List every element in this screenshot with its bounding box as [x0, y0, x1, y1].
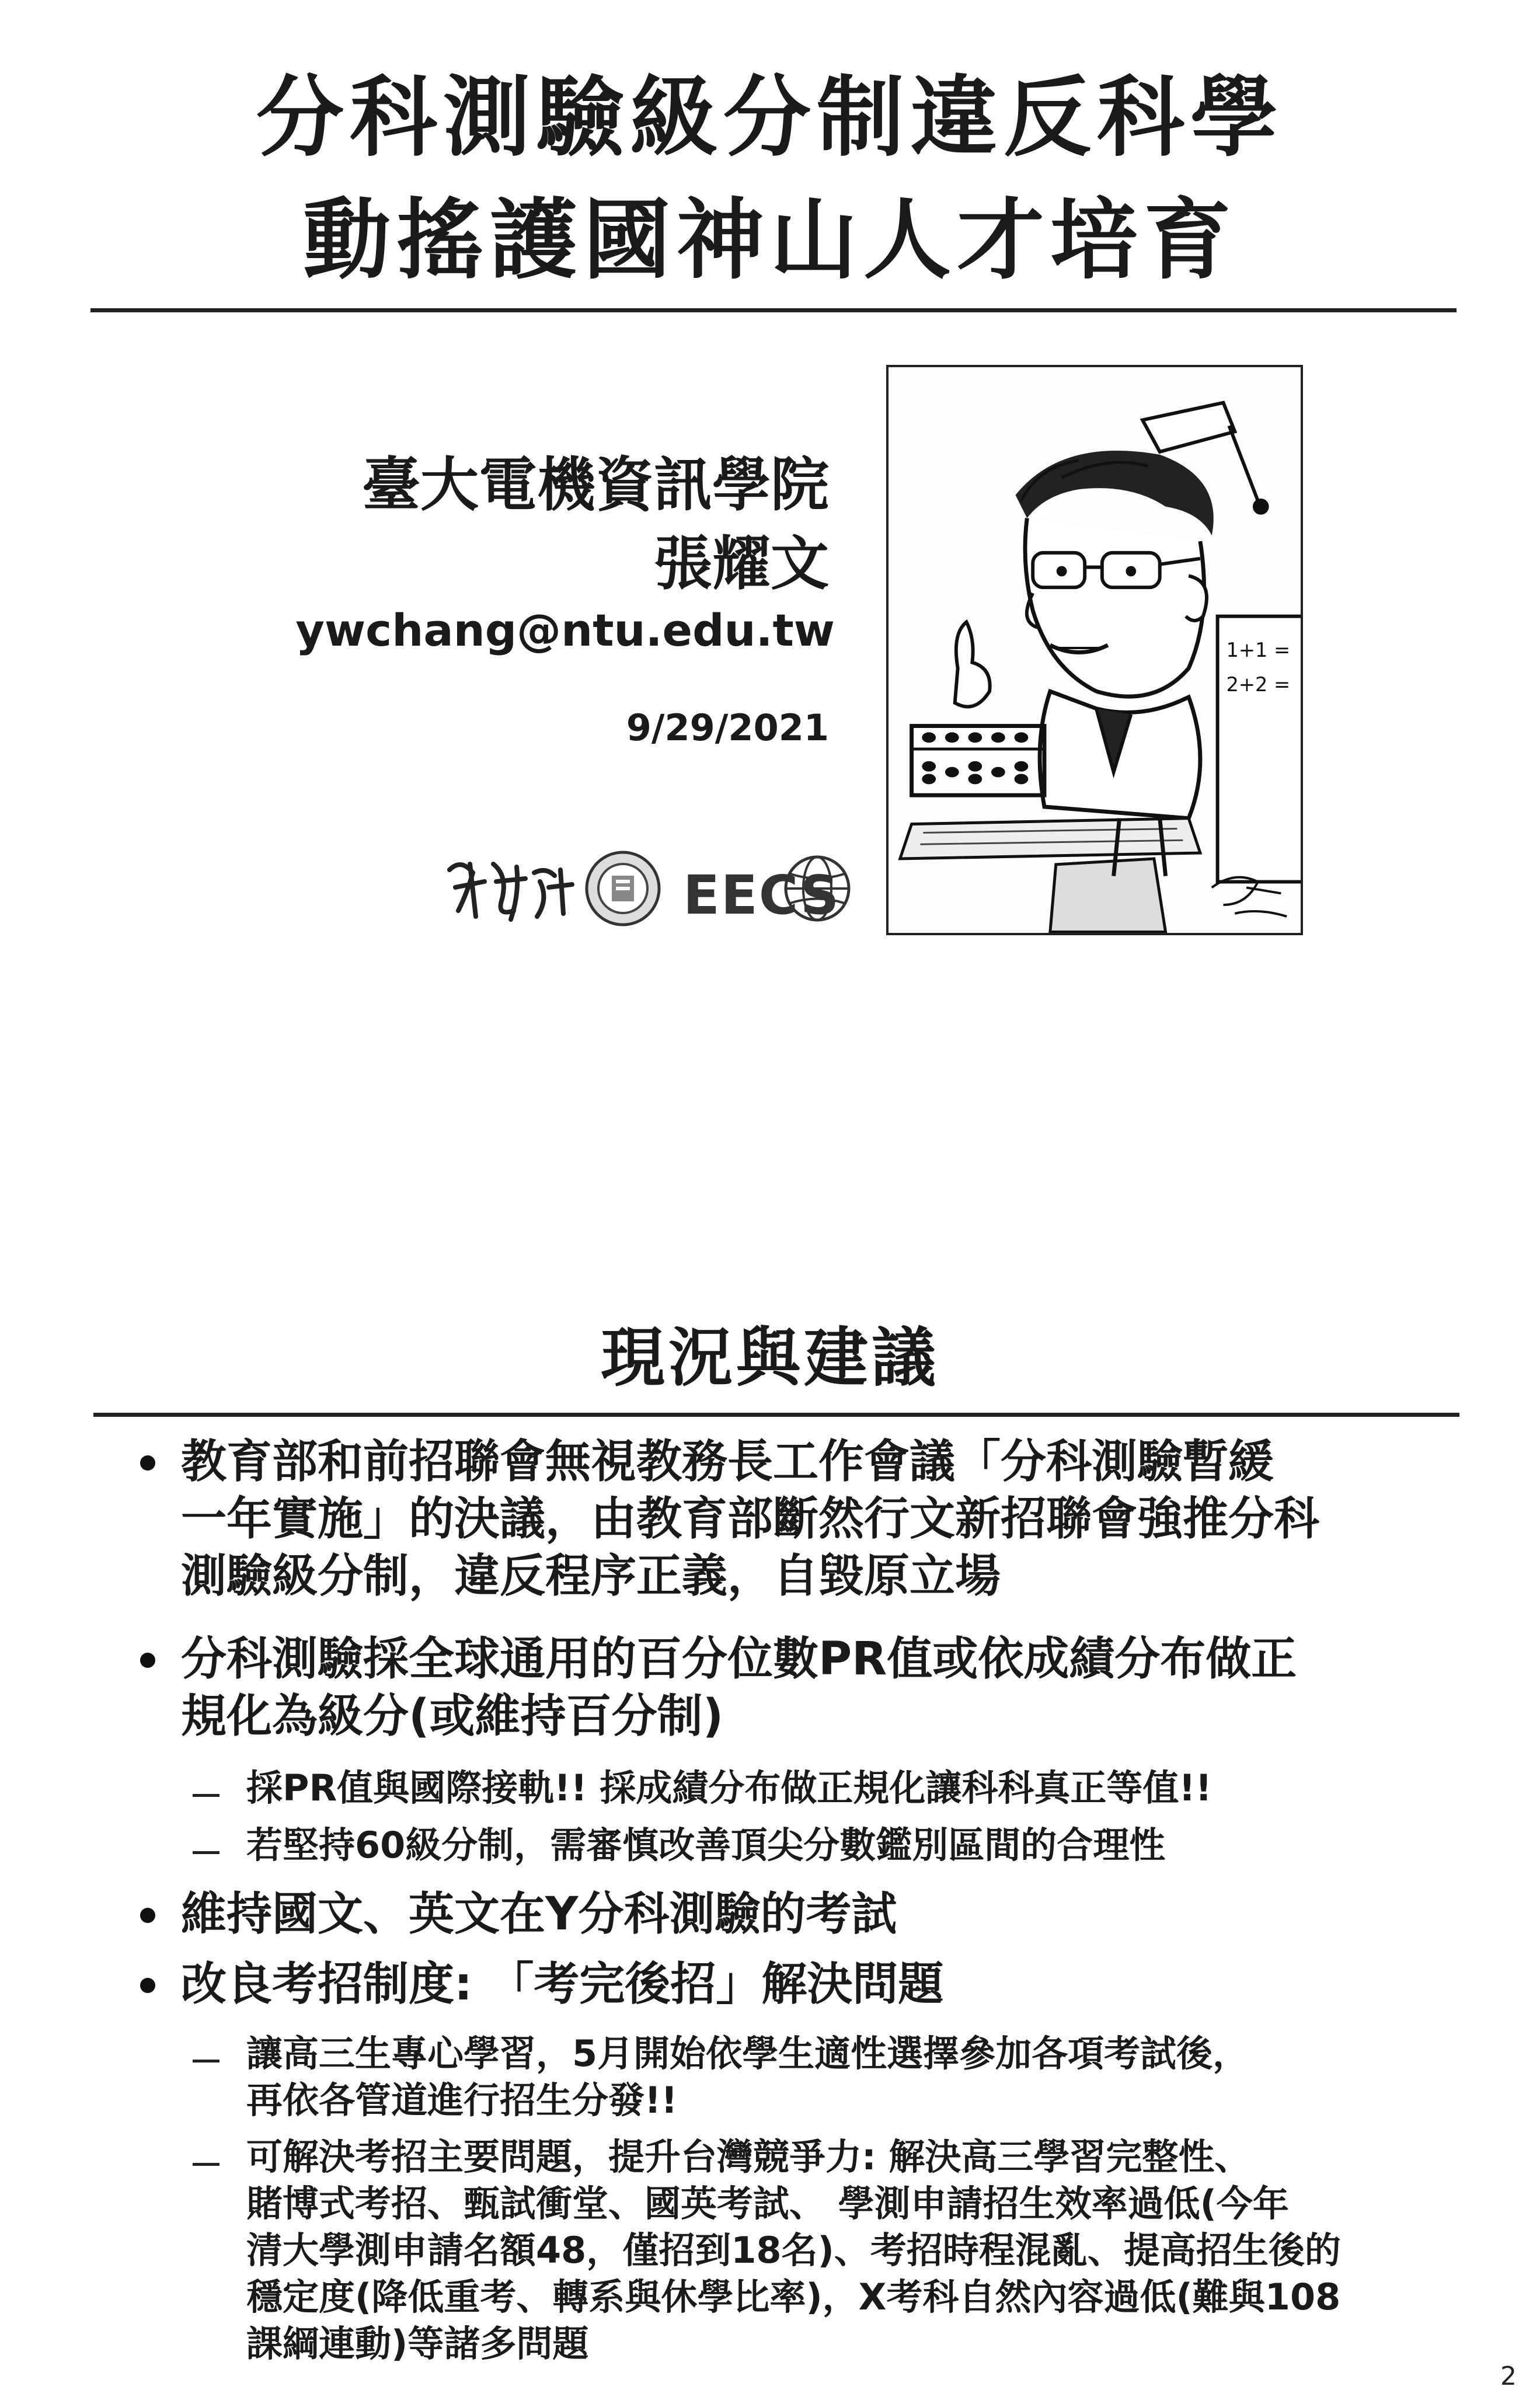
board-text-2: 2+2 = [1226, 673, 1291, 696]
presentation-date: 9/29/2021 [626, 706, 829, 749]
bullet-line: 測驗級分制，違反程序正義，自毀原立場 [181, 1550, 1001, 1602]
bullet-line: 教育部和前招聯會無視教務長工作會議「分科測驗暫緩 [181, 1436, 1274, 1488]
page-number: 2 [1500, 2361, 1517, 2391]
bullet-item [140, 1956, 1454, 2013]
slide1-divider [90, 308, 1457, 312]
sub-bullet-item [193, 1822, 1465, 1869]
author-caricature [886, 365, 1303, 935]
author-email: ywchang@ntu.edu.tw [295, 604, 835, 656]
sub-bullet-line: 若堅持60級分制，需審慎改善頂尖分數鑑別區間的合理性 [246, 1824, 1166, 1866]
bullet-line: 一年實施」的決議，由教育部斷然行文新招聯會強推分科 [181, 1493, 1320, 1545]
bullet-dot-icon [140, 1978, 155, 1993]
bullet-line: 改良考招制度: 「考完後招」解決問題 [181, 1958, 944, 2011]
bullet-dot-icon [140, 1653, 155, 1668]
slide1-title-line2: 動搖護國神山人才培育 [302, 190, 1237, 291]
bullet-line: 分科測驗採全球通用的百分位數PR值或依成績分布做正 [181, 1633, 1297, 1685]
sub-bullet-line: 採PR值與國際接軌!! 採成績分布做正規化讓科科真正等值!! [246, 1767, 1212, 1809]
bullet-line: 規化為級分(或維持百分制) [181, 1690, 724, 1743]
eecs-logo-text: EECS [683, 864, 841, 926]
slide1-title-line1: 分科測驗級分制違反科學 [256, 67, 1284, 169]
sub-bullet-item [193, 2134, 1465, 2367]
bullet-dot-icon [140, 1455, 155, 1471]
sub-bullet-item [193, 2030, 1465, 2124]
slide2-divider [93, 1413, 1459, 1417]
bullet-line: 維持國文、英文在Y分科測驗的考試 [181, 1888, 897, 1940]
author-name: 張耀文 [654, 529, 829, 598]
ntu-calligraphy-logo [438, 846, 584, 928]
sub-bullet-line: 清大學測申請名額48，僅招到18名)、考招時程混亂、提高招生後的 [246, 2229, 1341, 2271]
ntu-seal-icon [584, 849, 663, 928]
bullet-item [140, 1433, 1454, 1605]
dash-icon [193, 1794, 219, 1797]
sub-bullet-line: 穩定度(降低重考、轉系與休學比率)，X考科自然內容過低(難與108 [246, 2276, 1341, 2318]
sub-bullet-item [193, 1765, 1465, 1811]
sub-bullet-line: 可解決考招主要問題，提升台灣競爭力: 解決高三學習完整性、 [246, 2135, 1251, 2178]
bullet-item [140, 1630, 1454, 1745]
bullet-dot-icon [140, 1908, 155, 1923]
bullet-item [140, 1886, 1454, 1943]
sub-bullet-line: 再依各管道進行招生分發!! [246, 2079, 678, 2121]
sub-bullet-line: 課綱連動)等諸多問題 [246, 2322, 589, 2365]
college-name: 臺大電機資訊學院 [362, 451, 829, 519]
board-text-1: 1+1 = [1226, 638, 1291, 661]
dash-icon [193, 2060, 219, 2062]
sub-bullet-line: 賭博式考招、甄試衝堂、國英考試、 學測申請招生效率過低(今年 [246, 2182, 1289, 2225]
dash-icon [193, 1851, 219, 1854]
dash-icon [193, 2163, 219, 2166]
sub-bullet-line: 讓高三生專心學習，5月開始依學生適性選擇參加各項考試後， [246, 2032, 1249, 2075]
slide2-heading: 現況與建議 [601, 1321, 939, 1395]
globe-icon [782, 853, 852, 924]
